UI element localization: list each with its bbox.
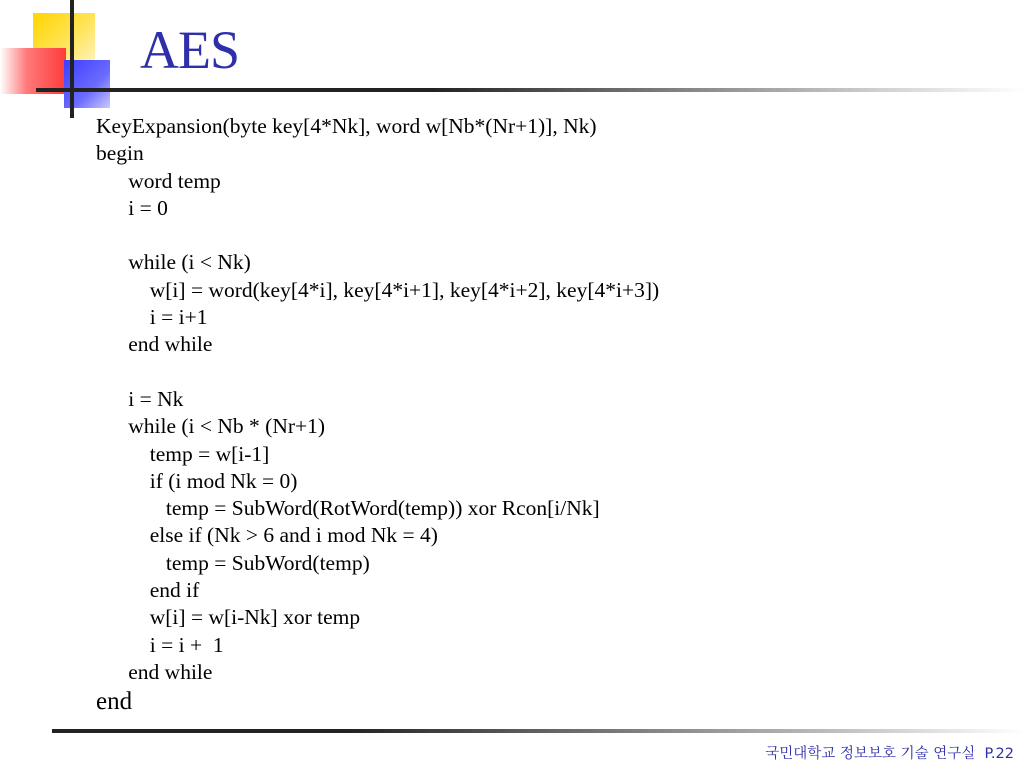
code-line: word temp xyxy=(96,168,221,193)
slide-footer: 국민대학교 정보보호 기술 연구실 P.22 xyxy=(765,746,1014,762)
code-line: w[i] = w[i-Nk] xor temp xyxy=(96,605,361,630)
code-line: end while xyxy=(96,332,213,357)
code-line: KeyExpansion(byte key[4*Nk], word w[Nb*(Nr+1)], Nk) xyxy=(96,114,597,138)
code-line: while (i < Nk) xyxy=(96,250,251,275)
code-line-end: end xyxy=(96,688,133,716)
code-line: i = Nk xyxy=(96,386,184,411)
slide-title: AES xyxy=(140,20,240,80)
code-line xyxy=(96,359,659,386)
slide-logo-decoration xyxy=(0,0,130,120)
code-line: end if xyxy=(96,578,200,603)
code-line: w[i] = word(key[4*i], key[4*i+1], key[4*i+2], key[4*i+3]) xyxy=(96,277,660,302)
code-line: else if (Nk > 6 and i mod Nk = 4) xyxy=(96,523,438,548)
code-line: i = 0 xyxy=(96,195,168,220)
code-line: end while xyxy=(96,659,213,684)
code-line: temp = SubWord(temp) xyxy=(96,550,370,575)
code-line: if (i mod Nk = 0) xyxy=(96,468,298,493)
footer-divider xyxy=(52,729,1024,733)
code-line: i = i+1 xyxy=(96,305,208,330)
title-underline xyxy=(36,88,1024,92)
code-line xyxy=(96,222,659,249)
code-line: temp = w[i-1] xyxy=(96,441,270,466)
pseudocode-block xyxy=(96,113,659,718)
code-line: i = i + 1 xyxy=(96,632,224,657)
code-line: begin xyxy=(96,141,144,166)
code-line: while (i < Nb * (Nr+1) xyxy=(96,414,326,439)
vertical-divider xyxy=(70,0,74,118)
code-line: temp = SubWord(RotWord(temp)) xor Rcon[i/Nk] xyxy=(96,496,600,521)
